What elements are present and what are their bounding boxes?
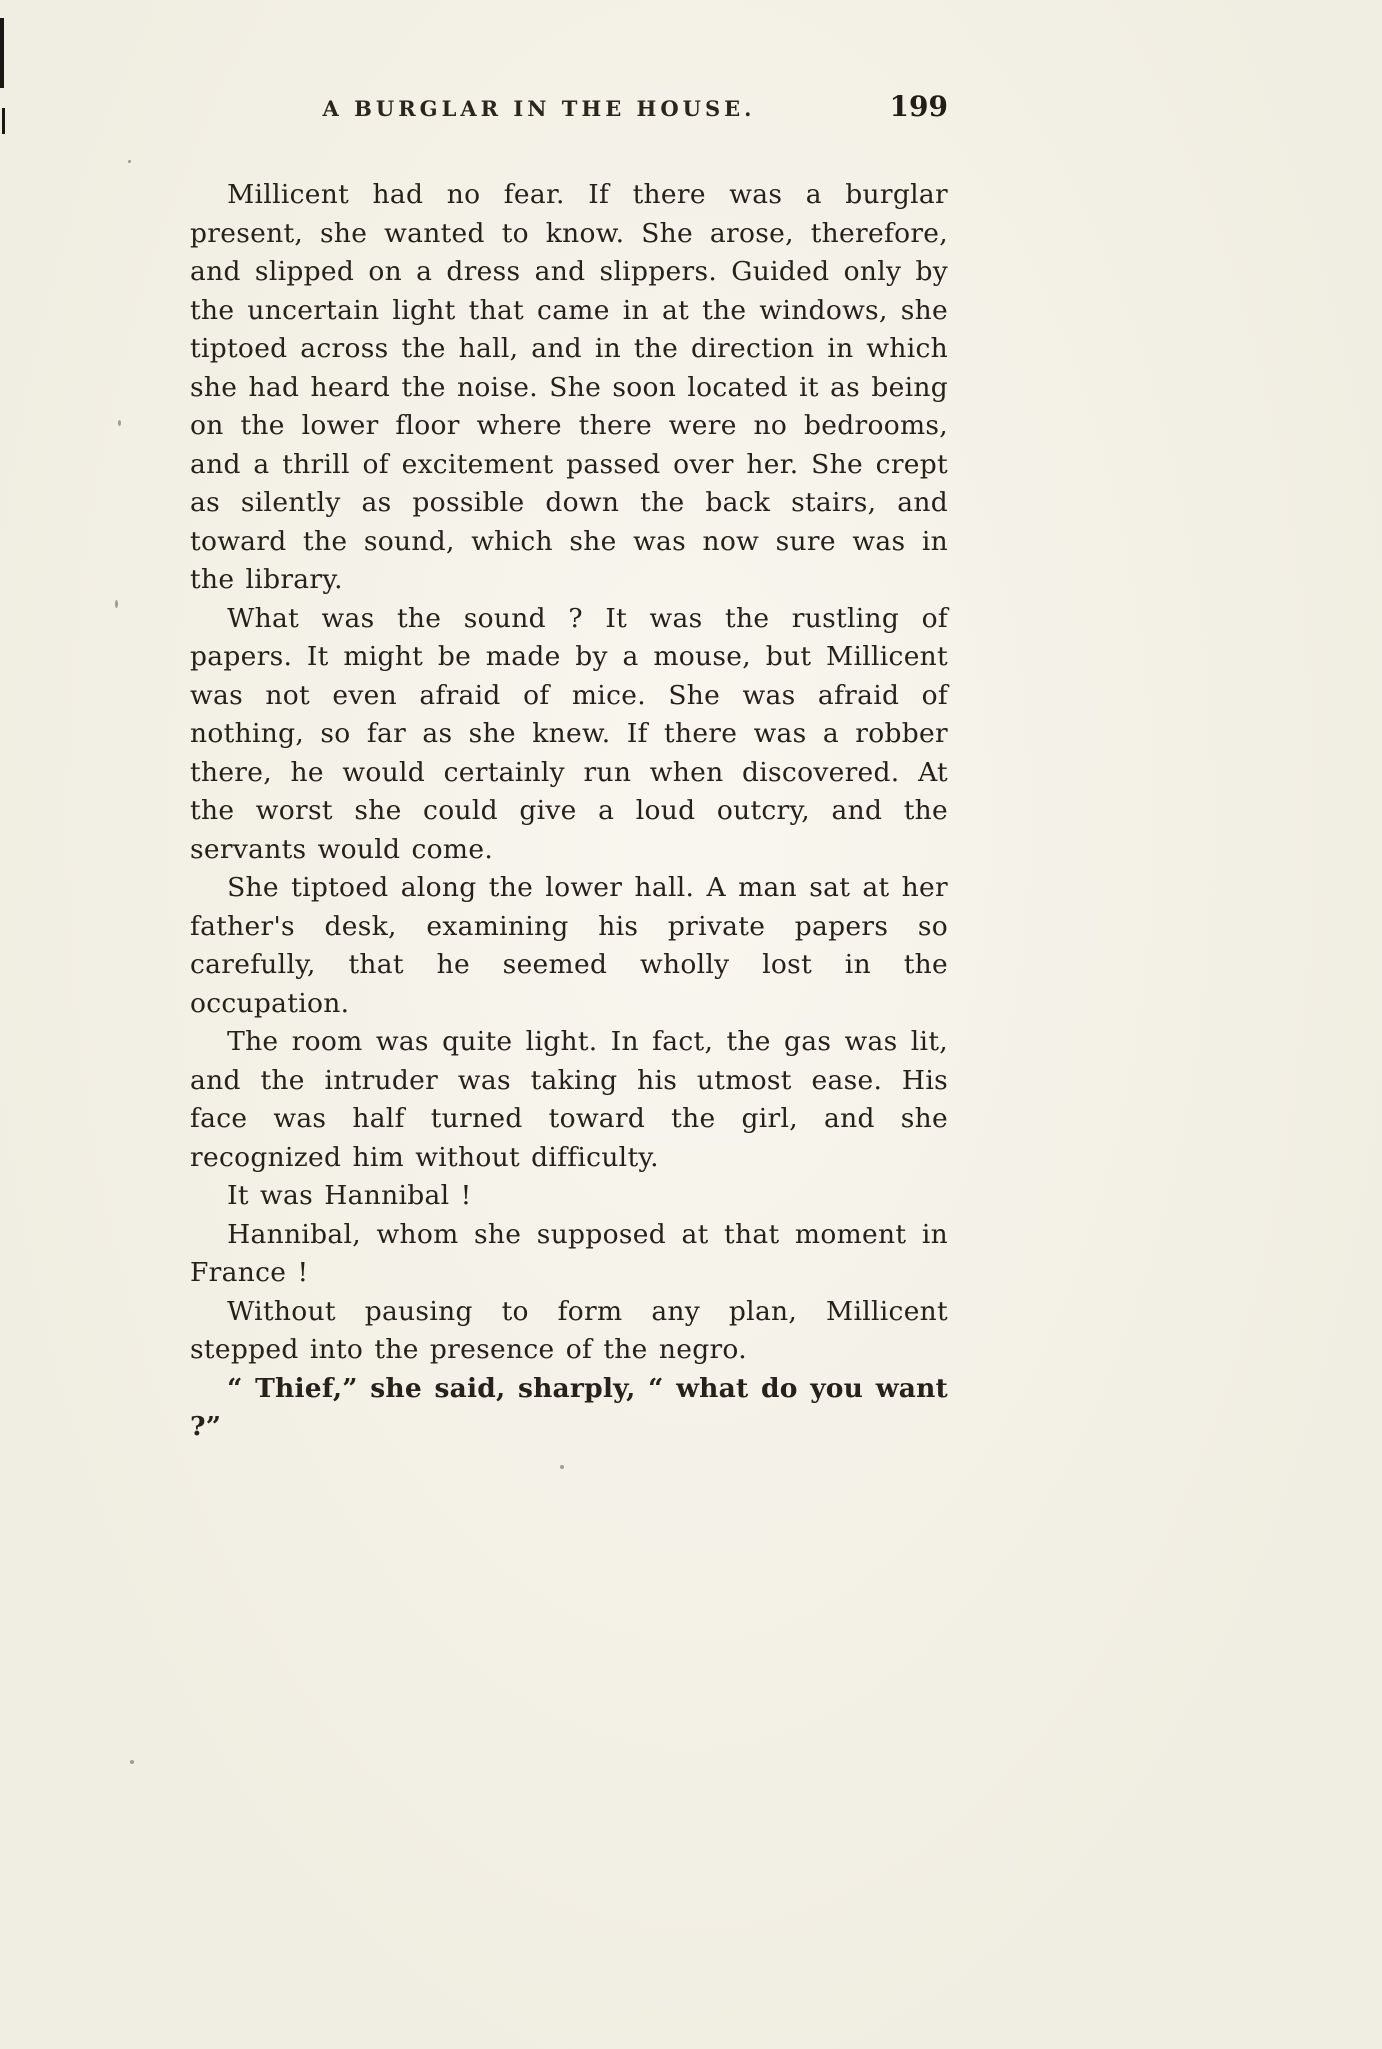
scan-speck bbox=[115, 600, 118, 608]
scan-speck bbox=[128, 160, 131, 163]
scan-artifact bbox=[0, 18, 4, 88]
paragraph: Millicent had no fear. If there was a burglar present, she wanted to know. She arose, therefore, and slipped on a dress and slippers. Guided only by the uncertain light that came in at the windows, she tiptoed across the hall, and in the direction in which she had heard the noise. She soon located it as being on the lower floor where there were no bedrooms, and a thrill of excitement passed over her. She crept as silently as possible down the back stairs, and toward the sound, which she was now sure was in the library. bbox=[190, 179, 948, 595]
scan-speck bbox=[560, 1465, 564, 1469]
paragraph: Hannibal, whom she supposed at that moment in France ! bbox=[190, 1218, 948, 1288]
paragraph: Without pausing to form any plan, Millicent stepped into the presence of the negro. bbox=[190, 1295, 948, 1365]
paragraph: The room was quite light. In fact, the gas was lit, and the intruder was taking his utmost ease. His face was half turned toward the girl, and she recognized him without difficulty. bbox=[190, 1026, 948, 1173]
page-number: 199 bbox=[889, 90, 948, 123]
page-header bbox=[190, 90, 948, 140]
paragraph-dialogue: “ Thief,” she said, sharply, “ what do you want ?” bbox=[190, 1372, 948, 1442]
text-column bbox=[190, 90, 948, 1447]
running-title: A BURGLAR IN THE HOUSE. bbox=[322, 96, 756, 121]
paragraph: What was the sound ? It was the rustling of papers. It might be made by a mouse, but Millicent was not even afraid of mice. She was afraid of nothing, so far as she knew. If there was a robber there, he would certainly run when discovered. At the worst she could give a loud outcry, and the servants would come. bbox=[190, 602, 948, 865]
body-text bbox=[190, 176, 948, 1447]
paragraph: It was Hannibal ! bbox=[227, 1180, 472, 1211]
paragraph: She tiptoed along the lower hall. A man sat at her father's desk, examining his private papers so carefully, that he seemed wholly lost in the occupation. bbox=[190, 872, 948, 1019]
scan-speck bbox=[130, 1760, 134, 1764]
scan-artifact bbox=[2, 108, 5, 134]
scan-speck bbox=[118, 420, 121, 426]
